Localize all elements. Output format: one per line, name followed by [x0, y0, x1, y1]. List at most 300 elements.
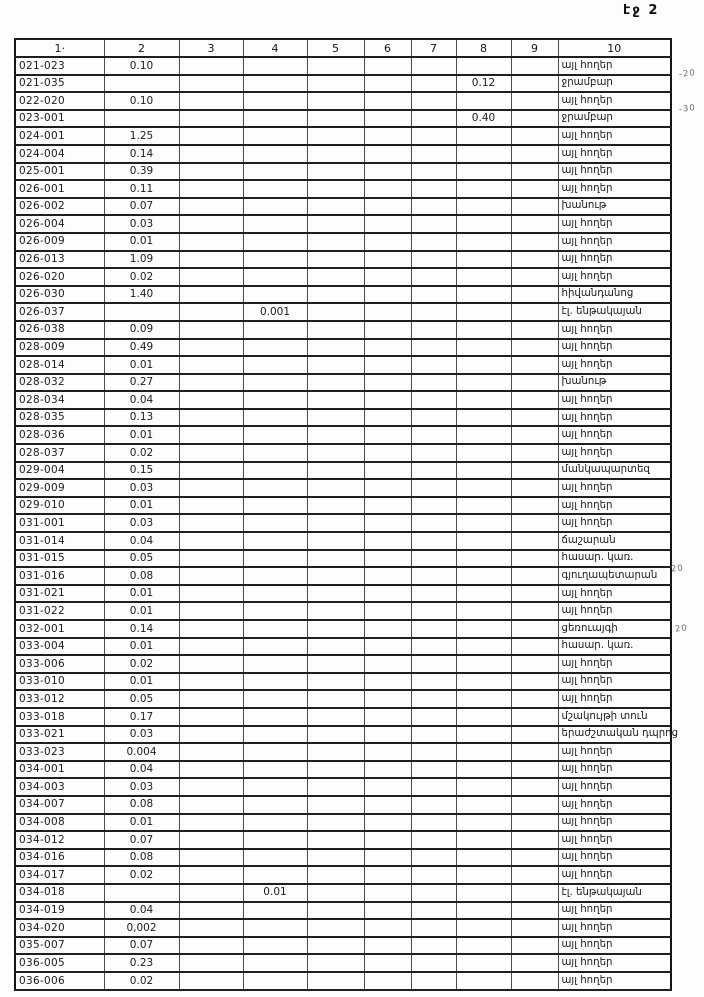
value-cell	[179, 602, 243, 620]
value-cell	[411, 514, 456, 532]
value-cell: 0.07	[104, 937, 179, 955]
handwritten-margin-note: 20	[674, 623, 689, 635]
value-cell	[456, 972, 511, 990]
value-cell	[243, 409, 307, 427]
value-cell	[307, 655, 364, 673]
value-cell	[511, 145, 558, 163]
value-cell	[456, 180, 511, 198]
table-row	[15, 602, 671, 620]
value-cell	[364, 567, 411, 585]
land-use-label: այլ հողեր	[558, 426, 671, 444]
value-cell	[364, 954, 411, 972]
value-cell	[179, 127, 243, 145]
value-cell	[243, 585, 307, 603]
value-cell	[411, 761, 456, 779]
value-cell: 0.02	[104, 268, 179, 286]
value-cell	[179, 919, 243, 937]
value-cell	[364, 814, 411, 832]
value-cell: 0.40	[456, 110, 511, 128]
value-cell	[511, 567, 558, 585]
value-cell	[511, 339, 558, 357]
value-cell	[307, 303, 364, 321]
value-cell	[411, 602, 456, 620]
land-use-label: էլ. ենթակայան	[558, 884, 671, 902]
value-cell	[511, 532, 558, 550]
parcel-code: 031-014	[15, 532, 104, 550]
parcel-code: 034-008	[15, 814, 104, 832]
value-cell	[511, 127, 558, 145]
value-cell	[243, 57, 307, 75]
land-use-label: այլ հողեր	[558, 251, 671, 269]
land-use-label: այլ հողեր	[558, 673, 671, 691]
value-cell: 0.10	[104, 92, 179, 110]
value-cell: 0.10	[104, 57, 179, 75]
value-cell	[179, 75, 243, 93]
value-cell	[511, 57, 558, 75]
value-cell	[179, 251, 243, 269]
value-cell	[364, 110, 411, 128]
table-row	[15, 163, 671, 181]
value-cell	[456, 374, 511, 392]
table-row	[15, 339, 671, 357]
table-row	[15, 127, 671, 145]
value-cell	[243, 127, 307, 145]
value-cell	[179, 497, 243, 515]
table-row	[15, 796, 671, 814]
value-cell	[511, 585, 558, 603]
value-cell	[456, 743, 511, 761]
value-cell	[364, 620, 411, 638]
value-cell	[511, 778, 558, 796]
parcel-code: 026-030	[15, 286, 104, 304]
value-cell	[411, 831, 456, 849]
value-cell	[243, 251, 307, 269]
value-cell	[411, 462, 456, 480]
value-cell	[364, 444, 411, 462]
value-cell: 0.03	[104, 215, 179, 233]
value-cell	[364, 479, 411, 497]
value-cell	[511, 462, 558, 480]
value-cell	[364, 215, 411, 233]
land-use-label: այլ հողեր	[558, 145, 671, 163]
value-cell	[364, 426, 411, 444]
handwritten-margin-note: -30	[678, 103, 697, 115]
value-cell	[456, 796, 511, 814]
value-cell: 0.01	[104, 233, 179, 251]
value-cell	[364, 462, 411, 480]
value-cell	[456, 532, 511, 550]
land-use-label: ճաշարան	[558, 532, 671, 550]
parcel-code: 034-017	[15, 866, 104, 884]
value-cell	[364, 127, 411, 145]
value-cell	[307, 673, 364, 691]
value-cell	[511, 444, 558, 462]
land-use-label: այլ հողեր	[558, 409, 671, 427]
land-use-label: խանութ	[558, 374, 671, 392]
value-cell	[456, 602, 511, 620]
value-cell	[511, 620, 558, 638]
parcel-code: 028-036	[15, 426, 104, 444]
value-cell: 0.02	[104, 866, 179, 884]
parcel-code: 031-015	[15, 550, 104, 568]
value-cell: 0.01	[104, 426, 179, 444]
column-header: 5	[307, 39, 364, 57]
value-cell	[456, 585, 511, 603]
value-cell	[364, 251, 411, 269]
table-row	[15, 145, 671, 163]
value-cell	[243, 902, 307, 920]
value-cell	[307, 726, 364, 744]
value-cell	[456, 550, 511, 568]
value-cell	[243, 673, 307, 691]
parcel-code: 026-009	[15, 233, 104, 251]
value-cell	[364, 180, 411, 198]
value-cell	[243, 163, 307, 181]
table-row	[15, 286, 671, 304]
table-row	[15, 937, 671, 955]
value-cell	[456, 849, 511, 867]
value-cell	[411, 655, 456, 673]
land-use-label: խանութ	[558, 198, 671, 216]
value-cell	[364, 690, 411, 708]
value-cell	[307, 268, 364, 286]
value-cell	[511, 602, 558, 620]
value-cell	[411, 673, 456, 691]
land-use-label: այլ հողեր	[558, 743, 671, 761]
land-use-label: այլ հողեր	[558, 514, 671, 532]
value-cell	[411, 902, 456, 920]
parcel-code: 032-001	[15, 620, 104, 638]
value-cell	[364, 796, 411, 814]
value-cell	[179, 954, 243, 972]
value-cell: 0.004	[104, 743, 179, 761]
value-cell	[243, 954, 307, 972]
value-cell: 0.49	[104, 339, 179, 357]
value-cell	[456, 356, 511, 374]
value-cell	[179, 550, 243, 568]
land-use-label: այլ հողեր	[558, 391, 671, 409]
value-cell	[456, 497, 511, 515]
value-cell	[511, 514, 558, 532]
value-cell	[411, 567, 456, 585]
column-header: 3	[179, 39, 243, 57]
value-cell	[456, 127, 511, 145]
value-cell	[411, 814, 456, 832]
value-cell	[179, 761, 243, 779]
value-cell	[411, 110, 456, 128]
value-cell	[243, 532, 307, 550]
value-cell	[179, 215, 243, 233]
land-use-label: հասար. կառ.	[558, 550, 671, 568]
value-cell	[243, 321, 307, 339]
value-cell	[511, 374, 558, 392]
value-cell	[456, 673, 511, 691]
value-cell	[411, 215, 456, 233]
value-cell	[307, 409, 364, 427]
value-cell	[179, 814, 243, 832]
value-cell	[511, 75, 558, 93]
table-row	[15, 321, 671, 339]
value-cell	[456, 303, 511, 321]
value-cell	[243, 145, 307, 163]
value-cell	[179, 321, 243, 339]
value-cell	[364, 902, 411, 920]
value-cell	[411, 57, 456, 75]
value-cell	[411, 726, 456, 744]
land-use-label: էլ. ենթակայան	[558, 303, 671, 321]
value-cell	[511, 972, 558, 990]
parcel-code: 033-012	[15, 690, 104, 708]
value-cell: 0.23	[104, 954, 179, 972]
value-cell	[411, 286, 456, 304]
table-row	[15, 532, 671, 550]
value-cell	[307, 145, 364, 163]
value-cell: 0.04	[104, 902, 179, 920]
value-cell	[104, 303, 179, 321]
value-cell	[411, 409, 456, 427]
value-cell	[179, 339, 243, 357]
land-use-label: այլ հողեր	[558, 919, 671, 937]
value-cell	[364, 303, 411, 321]
value-cell	[456, 233, 511, 251]
value-cell	[243, 215, 307, 233]
value-cell: 0.13	[104, 409, 179, 427]
value-cell	[179, 690, 243, 708]
value-cell	[456, 726, 511, 744]
value-cell	[456, 778, 511, 796]
value-cell	[307, 462, 364, 480]
value-cell: 0,002	[104, 919, 179, 937]
value-cell	[456, 426, 511, 444]
table-row	[15, 198, 671, 216]
parcel-code: 033-010	[15, 673, 104, 691]
value-cell: 0.01	[104, 638, 179, 656]
parcel-code: 029-004	[15, 462, 104, 480]
value-cell	[411, 321, 456, 339]
value-cell	[364, 919, 411, 937]
parcel-code: 035-007	[15, 937, 104, 955]
value-cell	[179, 866, 243, 884]
land-use-label: այլ հողեր	[558, 796, 671, 814]
parcel-code: 028-032	[15, 374, 104, 392]
value-cell	[307, 831, 364, 849]
land-use-label: հիվանդանոց	[558, 286, 671, 304]
value-cell	[179, 286, 243, 304]
value-cell	[179, 110, 243, 128]
table-row	[15, 426, 671, 444]
value-cell	[511, 479, 558, 497]
value-cell	[179, 726, 243, 744]
value-cell	[179, 145, 243, 163]
land-use-label: այլ հողեր	[558, 163, 671, 181]
value-cell	[511, 954, 558, 972]
value-cell: 0.01	[104, 356, 179, 374]
value-cell	[179, 532, 243, 550]
value-cell	[179, 673, 243, 691]
value-cell	[511, 198, 558, 216]
value-cell	[411, 75, 456, 93]
value-cell	[364, 778, 411, 796]
land-parcel-table	[14, 38, 679, 991]
value-cell: 0.03	[104, 514, 179, 532]
value-cell: 0.01	[104, 814, 179, 832]
value-cell	[411, 690, 456, 708]
value-cell	[307, 57, 364, 75]
value-cell	[364, 602, 411, 620]
value-cell	[243, 761, 307, 779]
table-row	[15, 638, 671, 656]
value-cell	[364, 163, 411, 181]
value-cell	[456, 268, 511, 286]
parcel-code: 031-022	[15, 602, 104, 620]
value-cell	[179, 391, 243, 409]
parcel-code: 034-018	[15, 884, 104, 902]
land-use-label: ջրամբար	[558, 110, 671, 128]
value-cell	[307, 972, 364, 990]
table-row	[15, 75, 671, 93]
value-cell	[179, 567, 243, 585]
value-cell	[364, 585, 411, 603]
value-cell	[243, 92, 307, 110]
value-cell	[511, 831, 558, 849]
parcel-code: 033-004	[15, 638, 104, 656]
value-cell	[364, 374, 411, 392]
value-cell	[243, 726, 307, 744]
value-cell	[511, 814, 558, 832]
value-cell	[411, 391, 456, 409]
value-cell: 1.40	[104, 286, 179, 304]
land-use-label: այլ հողեր	[558, 655, 671, 673]
value-cell	[456, 321, 511, 339]
value-cell	[411, 743, 456, 761]
value-cell	[364, 972, 411, 990]
value-cell	[456, 198, 511, 216]
value-cell	[179, 92, 243, 110]
value-cell	[307, 497, 364, 515]
value-cell	[243, 356, 307, 374]
value-cell: 0.08	[104, 849, 179, 867]
table-row	[15, 743, 671, 761]
parcel-code: 034-001	[15, 761, 104, 779]
parcel-code: 026-001	[15, 180, 104, 198]
value-cell	[307, 215, 364, 233]
value-cell	[243, 602, 307, 620]
value-cell	[364, 497, 411, 515]
value-cell	[511, 233, 558, 251]
parcel-code: 034-007	[15, 796, 104, 814]
parcel-code: 022-020	[15, 92, 104, 110]
value-cell	[411, 92, 456, 110]
value-cell	[307, 638, 364, 656]
value-cell	[307, 180, 364, 198]
value-cell	[307, 75, 364, 93]
land-use-label: այլ հողեր	[558, 902, 671, 920]
value-cell: 0.01	[104, 602, 179, 620]
table-row	[15, 110, 671, 128]
value-cell	[243, 180, 307, 198]
value-cell	[511, 849, 558, 867]
value-cell	[179, 831, 243, 849]
value-cell	[243, 919, 307, 937]
value-cell: 0.07	[104, 198, 179, 216]
column-header: 2	[104, 39, 179, 57]
value-cell	[364, 409, 411, 427]
value-cell	[511, 761, 558, 779]
table-row	[15, 462, 671, 480]
handwritten-margin-note: -20	[678, 68, 697, 80]
value-cell	[179, 972, 243, 990]
land-use-label: այլ հողեր	[558, 444, 671, 462]
value-cell	[511, 884, 558, 902]
table-row	[15, 708, 671, 726]
value-cell	[411, 778, 456, 796]
land-use-label: այլ հողեր	[558, 339, 671, 357]
value-cell	[307, 919, 364, 937]
value-cell	[179, 180, 243, 198]
value-cell	[456, 514, 511, 532]
value-cell	[104, 884, 179, 902]
value-cell	[243, 462, 307, 480]
value-cell	[511, 110, 558, 128]
land-use-label: այլ հողեր	[558, 233, 671, 251]
column-header: 10	[558, 39, 671, 57]
value-cell	[243, 444, 307, 462]
parcel-code: 028-037	[15, 444, 104, 462]
value-cell	[456, 831, 511, 849]
parcel-code: 021-035	[15, 75, 104, 93]
value-cell	[511, 690, 558, 708]
parcel-code: 028-034	[15, 391, 104, 409]
land-use-label: այլ հողեր	[558, 497, 671, 515]
value-cell	[179, 444, 243, 462]
value-cell	[456, 409, 511, 427]
value-cell	[243, 391, 307, 409]
value-cell	[511, 391, 558, 409]
table-row	[15, 690, 671, 708]
land-use-label: այլ հողեր	[558, 92, 671, 110]
value-cell	[364, 145, 411, 163]
value-cell	[243, 426, 307, 444]
value-cell	[511, 92, 558, 110]
land-use-label: այլ հողեր	[558, 831, 671, 849]
value-cell	[179, 374, 243, 392]
value-cell	[307, 286, 364, 304]
table-row	[15, 954, 671, 972]
value-cell	[179, 743, 243, 761]
value-cell	[243, 866, 307, 884]
value-cell	[307, 690, 364, 708]
table-row	[15, 849, 671, 867]
table-row	[15, 655, 671, 673]
parcel-code: 033-023	[15, 743, 104, 761]
value-cell: 0.02	[104, 444, 179, 462]
value-cell	[411, 233, 456, 251]
value-cell	[307, 866, 364, 884]
value-cell	[456, 339, 511, 357]
value-cell	[364, 75, 411, 93]
value-cell	[511, 708, 558, 726]
value-cell: 0.11	[104, 180, 179, 198]
value-cell	[307, 479, 364, 497]
value-cell	[307, 761, 364, 779]
value-cell	[243, 286, 307, 304]
value-cell	[364, 884, 411, 902]
value-cell	[307, 937, 364, 955]
value-cell	[243, 497, 307, 515]
parcel-code: 026-013	[15, 251, 104, 269]
value-cell	[511, 286, 558, 304]
value-cell	[364, 514, 411, 532]
